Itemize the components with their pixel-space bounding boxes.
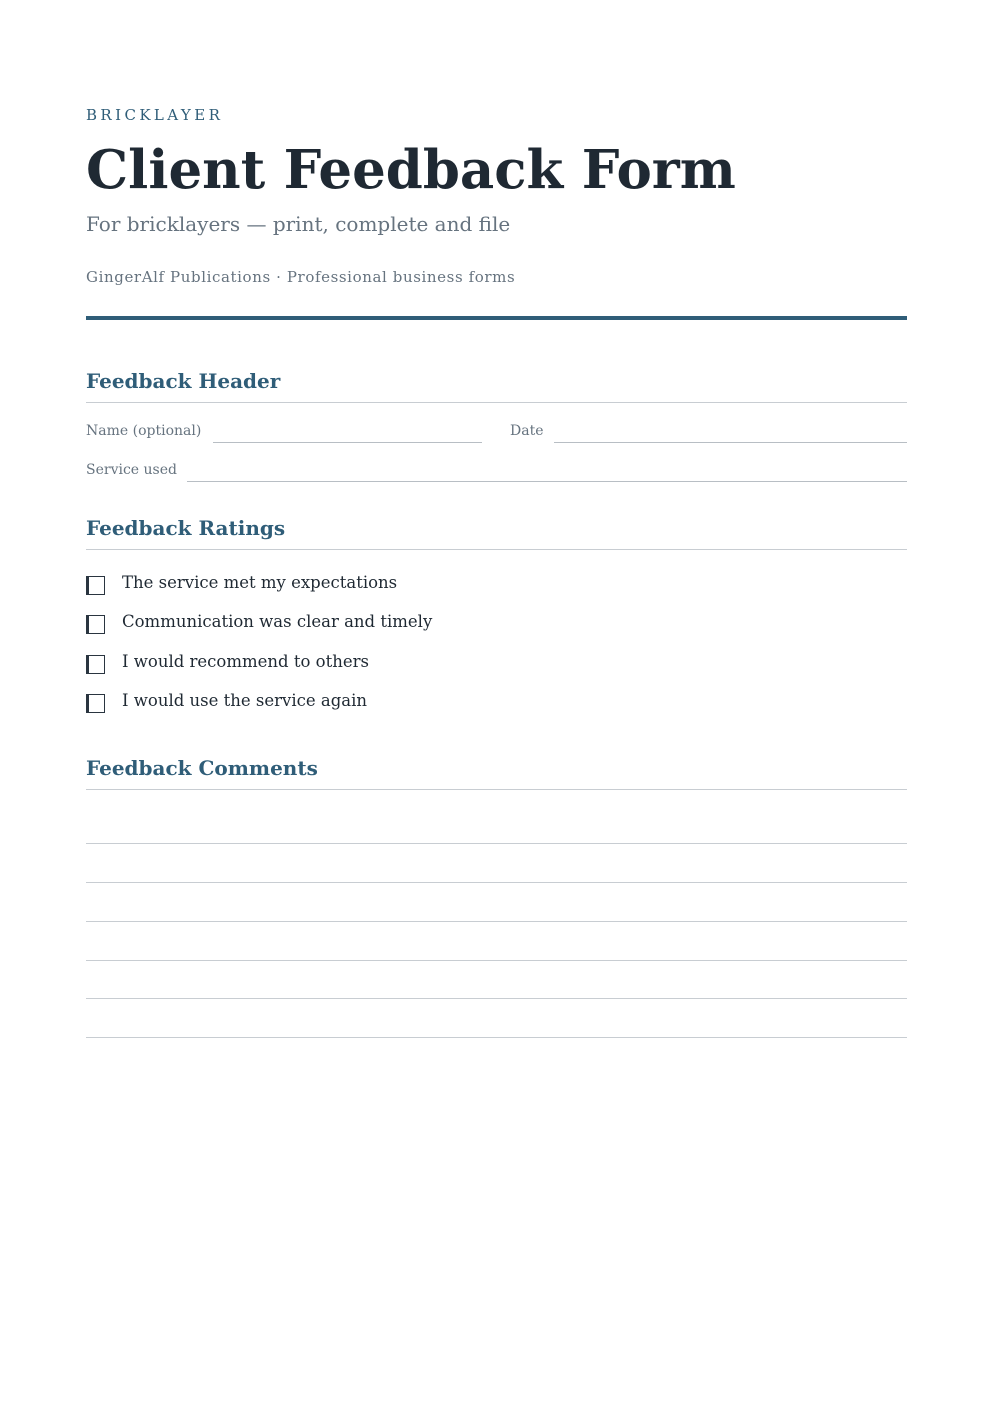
rating-item <box>86 691 907 718</box>
name-field[interactable] <box>213 442 482 443</box>
rating-label: I would recommend to others <box>122 652 369 671</box>
name-date-row <box>86 420 907 444</box>
publisher-line: GingerAlf Publications · Professional business forms <box>86 268 516 286</box>
date-field-label: Date <box>510 423 544 439</box>
service-field-label: Service used <box>86 462 177 478</box>
comment-line[interactable] <box>86 960 907 961</box>
service-field[interactable] <box>187 481 907 482</box>
rating-checkbox[interactable] <box>86 694 105 713</box>
rating-checkbox[interactable] <box>86 655 105 674</box>
rating-checkbox[interactable] <box>86 576 105 595</box>
comment-line[interactable] <box>86 998 907 999</box>
comment-line[interactable] <box>86 921 907 922</box>
rating-label: Communication was clear and timely <box>122 612 433 631</box>
header-divider <box>86 316 907 320</box>
rating-label: I would use the service again <box>122 691 368 710</box>
comment-line[interactable] <box>86 882 907 883</box>
rating-item <box>86 612 907 639</box>
section-heading-feedback-ratings: Feedback Ratings <box>86 515 907 550</box>
date-field[interactable] <box>554 442 907 443</box>
rating-item <box>86 652 907 679</box>
name-field-label: Name (optional) <box>86 423 202 439</box>
page-title: Client Feedback Form <box>86 139 736 201</box>
trade-eyebrow: BRICKLAYER <box>86 106 224 124</box>
comment-line[interactable] <box>86 1037 907 1038</box>
service-row <box>86 459 907 483</box>
comment-line[interactable] <box>86 843 907 844</box>
page-subtitle: For bricklayers — print, complete and file <box>86 212 511 236</box>
section-heading-feedback-header: Feedback Header <box>86 368 907 403</box>
rating-item <box>86 573 907 600</box>
rating-label: The service met my expectations <box>122 573 398 592</box>
section-heading-feedback-comments: Feedback Comments <box>86 755 907 790</box>
rating-checkbox[interactable] <box>86 615 105 634</box>
